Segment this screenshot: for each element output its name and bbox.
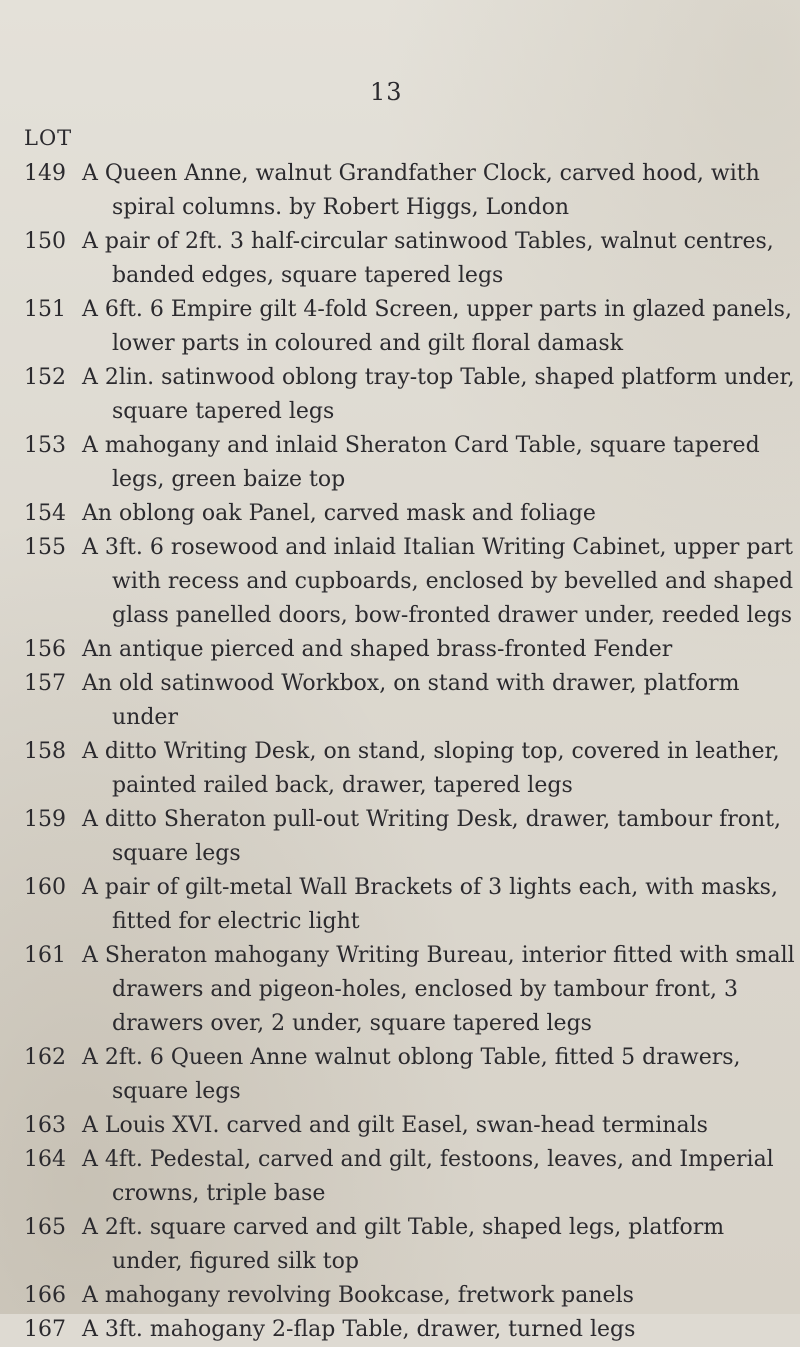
lot-entry (0, 531, 800, 633)
lot-number: 152 (24, 365, 66, 390)
lot-number: 157 (24, 671, 66, 696)
lot-number: 162 (24, 1045, 66, 1070)
lot-description: A 4ft. Pedestal, carved and gilt, festoons, leaves, and Imperial crowns, triple base (82, 1147, 774, 1206)
lot-entry (0, 429, 800, 497)
lot-description: A mahogany revolving Bookcase, fretwork panels (82, 1283, 634, 1308)
lot-description: A pair of 2ft. 3 half-circular satinwood Tables, walnut centres, banded edges, square tapered legs (82, 229, 774, 288)
lot-number: 161 (24, 943, 66, 968)
lot-number: 166 (24, 1283, 66, 1308)
lot-entry (0, 633, 800, 667)
lot-number: 158 (24, 739, 66, 764)
lot-entry (0, 361, 800, 429)
lot-number: 153 (24, 433, 66, 458)
lot-number: 149 (24, 161, 66, 186)
lot-description: An oblong oak Panel, carved mask and foliage (82, 501, 596, 526)
lot-description: A 2ft. 6 Queen Anne walnut oblong Table, fitted 5 drawers, square legs (82, 1045, 741, 1104)
lot-entry (0, 1143, 800, 1211)
lot-description: An old satinwood Workbox, on stand with drawer, platform under (82, 671, 740, 730)
lot-description: A Sheraton mahogany Writing Bureau, interior fitted with small drawers and pigeon-holes, enclosed by tambour front, 3 drawers over, 2 under, square tapered legs (82, 943, 795, 1036)
lot-description: A 3ft. 6 rosewood and inlaid Italian Writing Cabinet, upper part with recess and cupboards, enclosed by bevelled and shaped glass panelled doors, bow-fronted drawer under, reeded legs (82, 535, 794, 628)
lot-description: A Queen Anne, walnut Grandfather Clock, carved hood, with spiral columns. by Robert Higgs, London (82, 161, 760, 220)
lot-entry (0, 803, 800, 871)
lot-entry (0, 1279, 800, 1313)
page-number: 13 (370, 78, 403, 106)
lot-description: A 3ft. mahogany 2-flap Table, drawer, turned legs (82, 1317, 636, 1342)
lot-entry (0, 497, 800, 531)
lot-list (0, 157, 800, 1347)
lot-description: A ditto Writing Desk, on stand, sloping top, covered in leather, painted railed back, drawer, tapered legs (82, 739, 780, 798)
lot-description: A 2lin. satinwood oblong tray-top Table, shaped platform under, square tapered legs (82, 365, 795, 424)
lot-entry (0, 939, 800, 1041)
lot-entry (0, 225, 800, 293)
lot-number: 160 (24, 875, 66, 900)
lot-number: 155 (24, 535, 66, 560)
lot-entry (0, 735, 800, 803)
lot-number: 150 (24, 229, 66, 254)
lot-number: 164 (24, 1147, 66, 1172)
lot-entry (0, 293, 800, 361)
lot-description: A ditto Sheraton pull-out Writing Desk, drawer, tambour front, square legs (82, 807, 782, 866)
lot-number: 163 (24, 1113, 66, 1138)
lot-entry (0, 157, 800, 225)
lot-number: 154 (24, 501, 66, 526)
lot-description: A Louis XVI. carved and gilt Easel, swan-head terminals (82, 1113, 708, 1138)
lot-entry (0, 1041, 800, 1109)
lot-entry (0, 871, 800, 939)
lot-description: A mahogany and inlaid Sheraton Card Table, square tapered legs, green baize top (82, 433, 760, 492)
lot-number: 151 (24, 297, 66, 322)
lot-entry (0, 1313, 800, 1347)
lot-number: 165 (24, 1215, 66, 1240)
lot-number: 156 (24, 637, 66, 662)
lot-entry (0, 667, 800, 735)
lot-description: A 6ft. 6 Empire gilt 4-fold Screen, upper parts in glazed panels, lower parts in coloured and gilt floral damask (82, 297, 792, 356)
lot-description: A 2ft. square carved and gilt Table, shaped legs, platform under, figured silk top (82, 1215, 725, 1274)
lot-entry (0, 1109, 800, 1143)
lot-description: A pair of gilt-metal Wall Brackets of 3 lights each, with masks, fitted for electric light (82, 875, 778, 934)
lot-number: 167 (24, 1317, 66, 1342)
lot-entry (0, 1211, 800, 1279)
lot-number: 159 (24, 807, 66, 832)
lot-description: An antique pierced and shaped brass-fronted Fender (82, 637, 673, 662)
lot-column-header: LOT (24, 126, 73, 150)
